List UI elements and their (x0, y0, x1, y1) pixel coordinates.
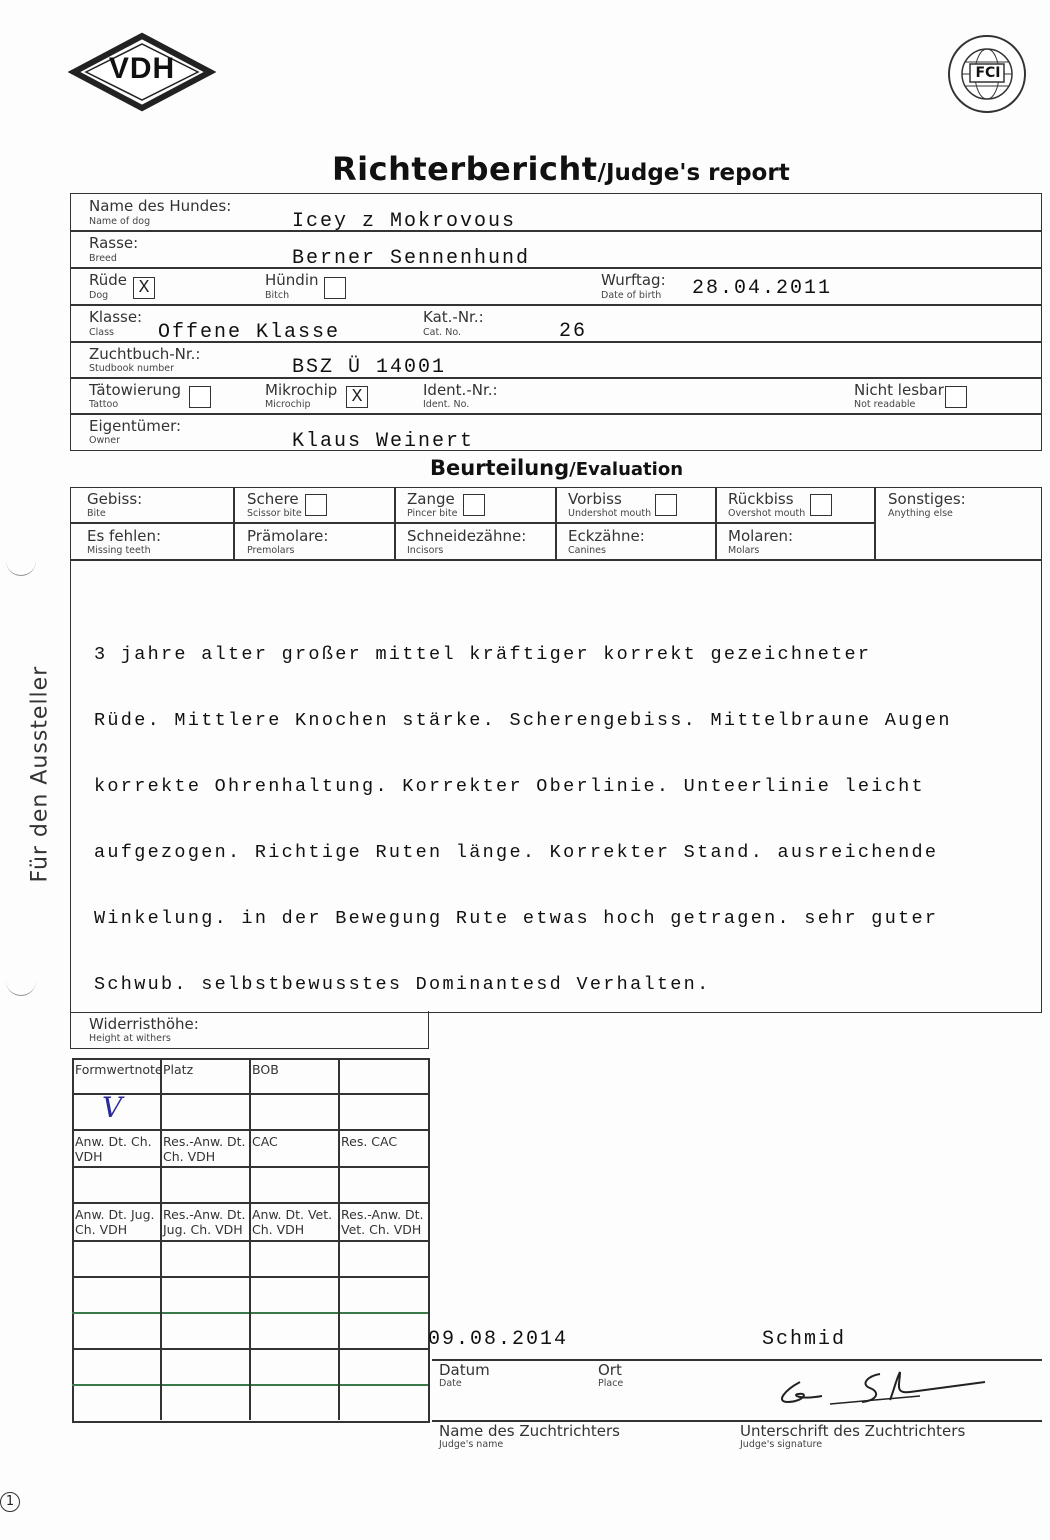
scissor-checkbox[interactable] (305, 494, 327, 516)
report-title (332, 150, 790, 188)
incisors-sublabel: Incisors (407, 545, 444, 556)
dob-sublabel: Date of birth (601, 290, 662, 301)
bite-label: Gebiss: (87, 490, 143, 508)
ident-label: Ident.-Nr.: (423, 381, 498, 399)
side-text: Für den Aussteller (27, 665, 53, 883)
result-res-anw-jug-ch-vdh: Res.-Anw. Dt. Jug. Ch. VDH (163, 1207, 246, 1237)
missing-teeth-label: Es fehlen: (87, 527, 162, 545)
place-value: Schmid (762, 1328, 847, 1351)
evaluation-text (94, 600, 952, 1018)
judge-signature (770, 1362, 1000, 1412)
female-sublabel: Bitch (265, 290, 290, 301)
result-grade-value: V (102, 1091, 123, 1124)
result-anw-ch-vdh: Anw. Dt. Ch. VDH (75, 1134, 152, 1164)
result-cac: CAC (252, 1134, 278, 1149)
pincer-sublabel: Pincer bite (407, 508, 458, 519)
pincer-label: Zange (407, 490, 455, 508)
overshot-sublabel: Overshot mouth (728, 508, 806, 519)
result-res-anw-ch-vdh: Res.-Anw. Dt. Ch. VDH (163, 1134, 246, 1164)
dog-name-value: Icey z Mokrovous (292, 210, 517, 233)
judge-name-sublabel: Judge's name (439, 1439, 504, 1450)
owner-sublabel: Owner (89, 435, 121, 446)
page-number: 1 (0, 1492, 20, 1512)
evaluation-line-1: 3 jahre alter großer mittel kräftiger korrekt gezeichneter (94, 644, 872, 665)
undershot-checkbox[interactable] (655, 494, 677, 516)
evaluation-line-6: Schwub. selbstbewusstes Dominantesd Verhalten. (94, 974, 711, 995)
undershot-sublabel: Undershot mouth (568, 508, 652, 519)
title-sub: /Judge's report (597, 160, 790, 186)
overshot-label: Rückbiss (728, 490, 794, 508)
molars-label: Molaren: (728, 527, 794, 545)
fci-logo-text: FCI (975, 65, 1001, 81)
evaluation-line-5: Winkelung. in der Bewegung Rute etwas hoch getragen. sehr guter (94, 908, 939, 929)
other-label: Sonstiges: (888, 490, 966, 508)
evaluation-line-4: aufgezogen. Richtige Ruten länge. Korrekter Stand. ausreichende (94, 842, 939, 863)
microchip-checkbox[interactable]: X (346, 386, 368, 408)
punch-hole-mark (6, 975, 36, 996)
male-sublabel: Dog (89, 290, 109, 301)
evaluation-line-2: Rüde. Mittlere Knochen stärke. Scherengebiss. Mittelbraune Augen (94, 710, 952, 731)
tattoo-checkbox[interactable] (189, 386, 211, 408)
result-grade-header: Formwertnote (75, 1062, 163, 1077)
date-sublabel: Date (439, 1378, 462, 1389)
microchip-label: Mikrochip (265, 381, 338, 399)
canines-label: Eckzähne: (568, 527, 645, 545)
result-res-cac: Res. CAC (341, 1134, 398, 1149)
scissor-label: Schere (247, 490, 299, 508)
overshot-checkbox[interactable] (810, 494, 832, 516)
premolars-sublabel: Premolars (247, 545, 295, 556)
date-value: 09.08.2014 (428, 1328, 569, 1351)
height-label: Widerristhöhe: (89, 1015, 199, 1033)
premolars-label: Prämolare: (247, 527, 329, 545)
date-label: Datum (439, 1361, 490, 1379)
not-readable-sublabel: Not readable (854, 399, 916, 410)
result-res-anw-vet-ch-vdh: Res.-Anw. Dt. Vet. Ch. VDH (341, 1207, 424, 1237)
tattoo-sublabel: Tattoo (89, 399, 119, 410)
punch-hole-mark (6, 555, 36, 576)
pincer-checkbox[interactable] (463, 494, 485, 516)
evaluation-heading (430, 456, 683, 480)
ident-sublabel: Ident. No. (423, 399, 470, 410)
canines-sublabel: Canines (568, 545, 606, 556)
studbook-label: Zuchtbuch-Nr.: (89, 345, 201, 363)
breed-label: Rasse: (89, 234, 139, 252)
place-label: Ort (598, 1361, 622, 1379)
result-anw-vet-ch-vdh: Anw. Dt. Vet. Ch. VDH (252, 1207, 333, 1237)
title-main: Richterbericht (332, 150, 598, 188)
not-readable-label: Nicht lesbar (854, 381, 944, 399)
studbook-value: BSZ Ü 14001 (292, 356, 447, 379)
owner-label: Eigentümer: (89, 417, 182, 435)
breed-value: Berner Sennenhund (292, 247, 531, 270)
molars-sublabel: Molars (728, 545, 760, 556)
cat-sublabel: Cat. No. (423, 327, 461, 338)
bite-sublabel: Bite (87, 508, 106, 519)
owner-value: Klaus Weinert (292, 430, 475, 453)
incisors-label: Schneidezähne: (407, 527, 527, 545)
cat-label: Kat.-Nr.: (423, 308, 484, 326)
male-label: Rüde (89, 271, 128, 289)
tattoo-label: Tätowierung (89, 381, 182, 399)
place-sublabel: Place (598, 1378, 624, 1389)
evaluation-heading-sub: /Evaluation (569, 459, 684, 480)
breed-sublabel: Breed (89, 253, 117, 264)
signature-label: Unterschrift des Zuchtrichters (740, 1422, 966, 1440)
signature-sublabel: Judge's signature (740, 1439, 823, 1450)
result-anw-jug-ch-vdh: Anw. Dt. Jug. Ch. VDH (75, 1207, 155, 1237)
vdh-logo-text: VDH (108, 52, 176, 85)
height-sublabel: Height at withers (89, 1033, 171, 1044)
vdh-logo (68, 32, 216, 112)
undershot-label: Vorbiss (568, 490, 622, 508)
class-value: Offene Klasse (158, 321, 341, 344)
not-readable-checkbox[interactable] (945, 386, 967, 408)
scissor-sublabel: Scissor bite (247, 508, 302, 519)
female-label: Hündin (265, 271, 319, 289)
missing-teeth-sublabel: Missing teeth (87, 545, 151, 556)
dob-label: Wurftag: (601, 271, 666, 289)
microchip-sublabel: Microchip (265, 399, 311, 410)
result-bob-header: BOB (252, 1062, 279, 1077)
name-label: Name des Hundes: (89, 197, 232, 215)
evaluation-heading-main: Beurteilung (430, 456, 570, 480)
evaluation-line-3: korrekte Ohrenhaltung. Korrekter Oberlinie. Unteerlinie leicht (94, 776, 925, 797)
result-placing-header: Platz (163, 1062, 194, 1077)
studbook-sublabel: Studbook number (89, 363, 175, 374)
female-checkbox[interactable] (324, 277, 346, 299)
judge-name-label: Name des Zuchtrichters (439, 1422, 620, 1440)
cat-value: 26 (559, 320, 588, 343)
fci-logo (946, 28, 1028, 120)
male-checkbox[interactable]: X (133, 277, 155, 299)
name-sublabel: Name of dog (89, 216, 151, 227)
dob-value: 28.04.2011 (692, 277, 833, 300)
class-label: Klasse: (89, 308, 143, 326)
class-sublabel: Class (89, 327, 114, 338)
other-sublabel: Anything else (888, 508, 953, 519)
